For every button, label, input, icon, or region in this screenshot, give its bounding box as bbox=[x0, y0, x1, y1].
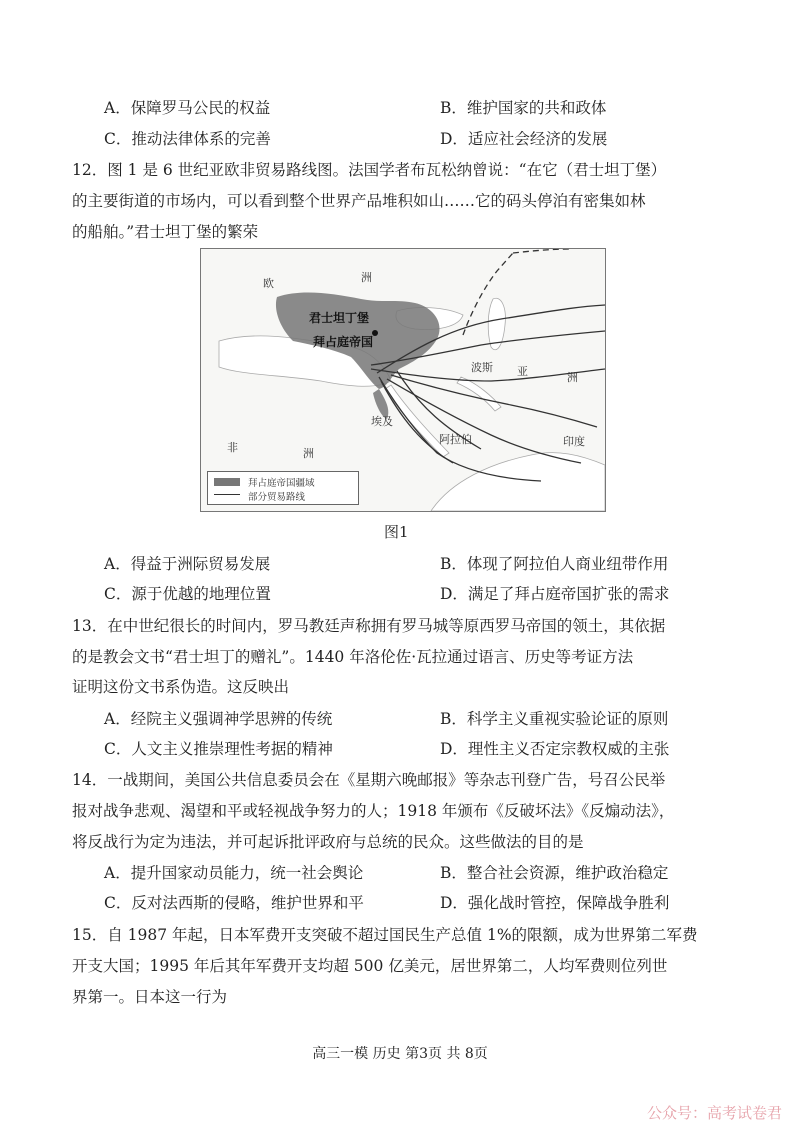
q14-stem-line-2: 报对战争悲观、渴望和平或轻视战争努力的人；1918 年颁布《反破坏法》《反煽动法》， bbox=[72, 802, 675, 820]
q13-option-a: A．经院主义强调神学思辨的传统 bbox=[104, 710, 333, 728]
q12-stem-line-3: 的船舶。”君士坦丁堡的繁荣 bbox=[72, 223, 259, 241]
q13-options-row-2 bbox=[104, 737, 724, 761]
map-label-india: 印度 bbox=[563, 435, 585, 448]
q14-stem-line-1: 14．一战期间，美国公共信息委员会在《星期六晚邮报》等杂志刊登广告，号召公民举 bbox=[72, 771, 666, 789]
q12-option-d: D．满足了拜占庭帝国扩张的需求 bbox=[440, 585, 670, 603]
map-label-byzantine: 拜占庭帝国 bbox=[313, 335, 374, 349]
map-label-europe-zhou: 洲 bbox=[361, 271, 372, 284]
map-label-arabia: 阿拉伯 bbox=[439, 433, 472, 446]
q12-options-row-1 bbox=[104, 552, 724, 576]
q11-option-d: D．适应社会经济的发展 bbox=[440, 130, 608, 148]
map-legend bbox=[207, 471, 359, 505]
q11-option-b: B．维护国家的共和政体 bbox=[440, 99, 607, 117]
map-label-africa-fei: 非 bbox=[227, 441, 238, 454]
q14-options-row-1 bbox=[104, 861, 724, 885]
q12-stem-line-1: 12．图 1 是 6 世纪亚欧非贸易路线图。法国学者布瓦松纳曾说：“在它（君士坦丁堡） bbox=[72, 161, 667, 179]
q14-option-a: A．提升国家动员能力，统一社会舆论 bbox=[104, 864, 364, 882]
q13-option-b: B．科学主义重视实验论证的原则 bbox=[440, 710, 669, 728]
legend-territory-swatch bbox=[214, 478, 240, 486]
map-label-asia-ya: 亚 bbox=[517, 365, 528, 378]
legend-route-line bbox=[214, 494, 240, 495]
watermark: 公众号：高考试卷君 bbox=[646, 1104, 782, 1122]
map-label-constantinople: 君士坦丁堡 bbox=[309, 311, 370, 325]
q13-option-d: D．理性主义否定宗教权威的主张 bbox=[440, 740, 670, 758]
q13-options-row-1 bbox=[104, 707, 724, 731]
map-label-europe-ou: 欧 bbox=[263, 277, 274, 290]
legend-territory-label: 拜占庭帝国疆域 bbox=[248, 478, 315, 489]
figure-caption: 图1 bbox=[384, 523, 409, 541]
map-label-asia-zhou: 洲 bbox=[567, 371, 578, 384]
q13-option-c: C．人文主义推崇理性考据的精神 bbox=[104, 740, 333, 758]
q13-stem-line-1: 13．在中世纪很长的时间内，罗马教廷声称拥有罗马城等原西罗马帝国的领土，其依据 bbox=[72, 617, 666, 635]
legend-route-label: 部分贸易路线 bbox=[248, 492, 306, 503]
q14-stem-line-3: 将反战行为定为违法，并可起诉批评政府与总统的民众。这些做法的目的是 bbox=[72, 833, 584, 851]
trade-route-map bbox=[200, 248, 606, 512]
map-label-egypt: 埃及 bbox=[371, 415, 393, 428]
q12-stem-line-2: 的主要街道的市场内，可以看到整个世界产品堆积如山……它的码头停泊有密集如林 bbox=[72, 192, 646, 210]
page-footer: 高三一模 历史 第3页 共 8页 bbox=[312, 1046, 488, 1062]
q11-options-row-2 bbox=[104, 127, 724, 151]
q11-option-c: C．推动法律体系的完善 bbox=[104, 130, 271, 148]
q12-options-row-2 bbox=[104, 582, 724, 606]
q14-option-b: B．整合社会资源，维护政治稳定 bbox=[440, 864, 669, 882]
q14-option-d: D．强化战时管控，保障战争胜利 bbox=[440, 894, 670, 912]
map-label-africa-zhou: 洲 bbox=[303, 447, 314, 460]
q15-stem-line-1: 15．自 1987 年起，日本军费开支突破不超过国民生产总值 1%的限额，成为世界第二军费 bbox=[72, 926, 698, 944]
q15-stem-line-2: 开支大国；1995 年后其年军费开支均超 500 亿美元，居世界第二，人均军费则位列世 bbox=[72, 957, 668, 975]
q12-option-c: C．源于优越的地理位置 bbox=[104, 585, 271, 603]
q12-option-b: B．体现了阿拉伯人商业纽带作用 bbox=[440, 555, 669, 573]
q11-option-a: A．保障罗马公民的权益 bbox=[104, 99, 271, 117]
q14-option-c: C．反对法西斯的侵略，维护世界和平 bbox=[104, 894, 364, 912]
q12-option-a: A．得益于洲际贸易发展 bbox=[104, 555, 271, 573]
q13-stem-line-2: 的是教会文书“君士坦丁的赠礼”。1440 年洛伦佐·瓦拉通过语言、历史等考证方法 bbox=[72, 648, 634, 666]
q13-stem-line-3: 证明这份文书系伪造。这反映出 bbox=[72, 678, 290, 696]
q14-options-row-2 bbox=[104, 891, 724, 915]
map-label-persia: 波斯 bbox=[471, 361, 493, 374]
q11-options-row-1 bbox=[104, 96, 724, 120]
q15-stem-line-3: 界第一。日本这一行为 bbox=[72, 988, 228, 1006]
